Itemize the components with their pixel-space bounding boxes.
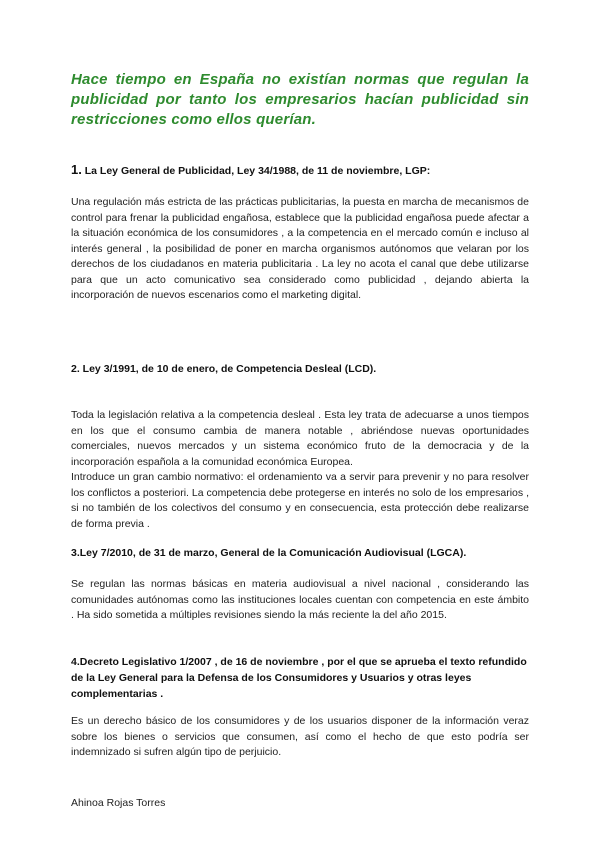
section-3-heading — [71, 545, 529, 561]
section-3-number: 3. — [71, 547, 80, 559]
section-4-body: Es un derecho básico de los consumidores y de los usuarios disponer de la información veraz sobre los bienes o servicios que consumen, así como el hecho de que esto podría ser indemnizado si sufren algún tipo de perjuicio. — [71, 715, 529, 758]
author-name: Ahinoa Rojas Torres — [71, 797, 166, 809]
section-3-body: Se regulan las normas básicas en materia audiovisual a nivel nacional , considerando las comunidades autónomas como las instituciones locales cuentan con competencia en este ámbito . Ha sido sometida a múltiples revisiones siendo la más reciente la del año 2015. — [71, 578, 529, 621]
section-3-title: Ley 7/2010, de 31 de marzo, General de la Comunicación Audiovisual (LGCA). — [79, 547, 467, 559]
section-4-title: Decreto Legislativo 1/2007 , de 16 de noviembre , por el que se aprueba el texto refundido de la Ley General para la Defensa de los Consumidores y Usuarios y otras leyes complementarias . — [71, 656, 527, 700]
section-1-number: 1. — [71, 162, 82, 177]
section-1-title: La Ley General de Publicidad, Ley 34/1988, de 11 de noviembre, LGP: — [81, 165, 431, 177]
section-2-body: Toda la legislación relativa a la competencia desleal . Esta ley trata de adecuarse a unos tiempos en los que el consumo cambia de manera notable , abriéndose nuevas oportunidades comerciales, nuevos mercados y un sistema económico fruto de la democracia y de la incorporación española a la comunidad económica Europea. — [71, 409, 529, 468]
section-1-body: Una regulación más estricta de las prácticas publicitarias, la puesta en marcha de mecanismos de control para frenar la publicidad engañosa, establece que la publicidad engañosa puede afectar a la situación económica de los consumidores , a la competencia en el mercado común e incluso al interés general , la posibilidad de poner en marcha organismos autónomos que velaran por los derechos de los ciudadanos en materia publicitaria . La ley no acota el canal que debe utilizarse para que un acto comunicativo sea considerado como publicidad , dejando abierta la incorporación de nuevos escenarios como el marketing digital. — [71, 196, 529, 301]
section-2-title: Ley 3/1991, de 10 de enero, de Competencia Desleal (LCD). — [79, 363, 377, 375]
intro-text: Hace tiempo en España no existían normas que regulan la publicidad por tanto los empresarios hacían publicidad sin restricciones como ellos querían. — [71, 71, 529, 128]
section-4-number: 4. — [71, 656, 80, 668]
section-2-body-2: Introduce un gran cambio normativo: el ordenamiento va a servir para prevenir y no para resolver los conflictos a posteriori. La competencia debe protegerse en interés no solo de los empresarios , si no también de los colectivos del consumo y en consecuencia, esta protección debe realizarse de forma previa . — [71, 471, 529, 530]
section-4-heading — [71, 654, 529, 702]
section-2-heading — [71, 361, 529, 377]
section-2-number: 2. — [71, 363, 80, 375]
section-1-heading — [71, 162, 529, 179]
